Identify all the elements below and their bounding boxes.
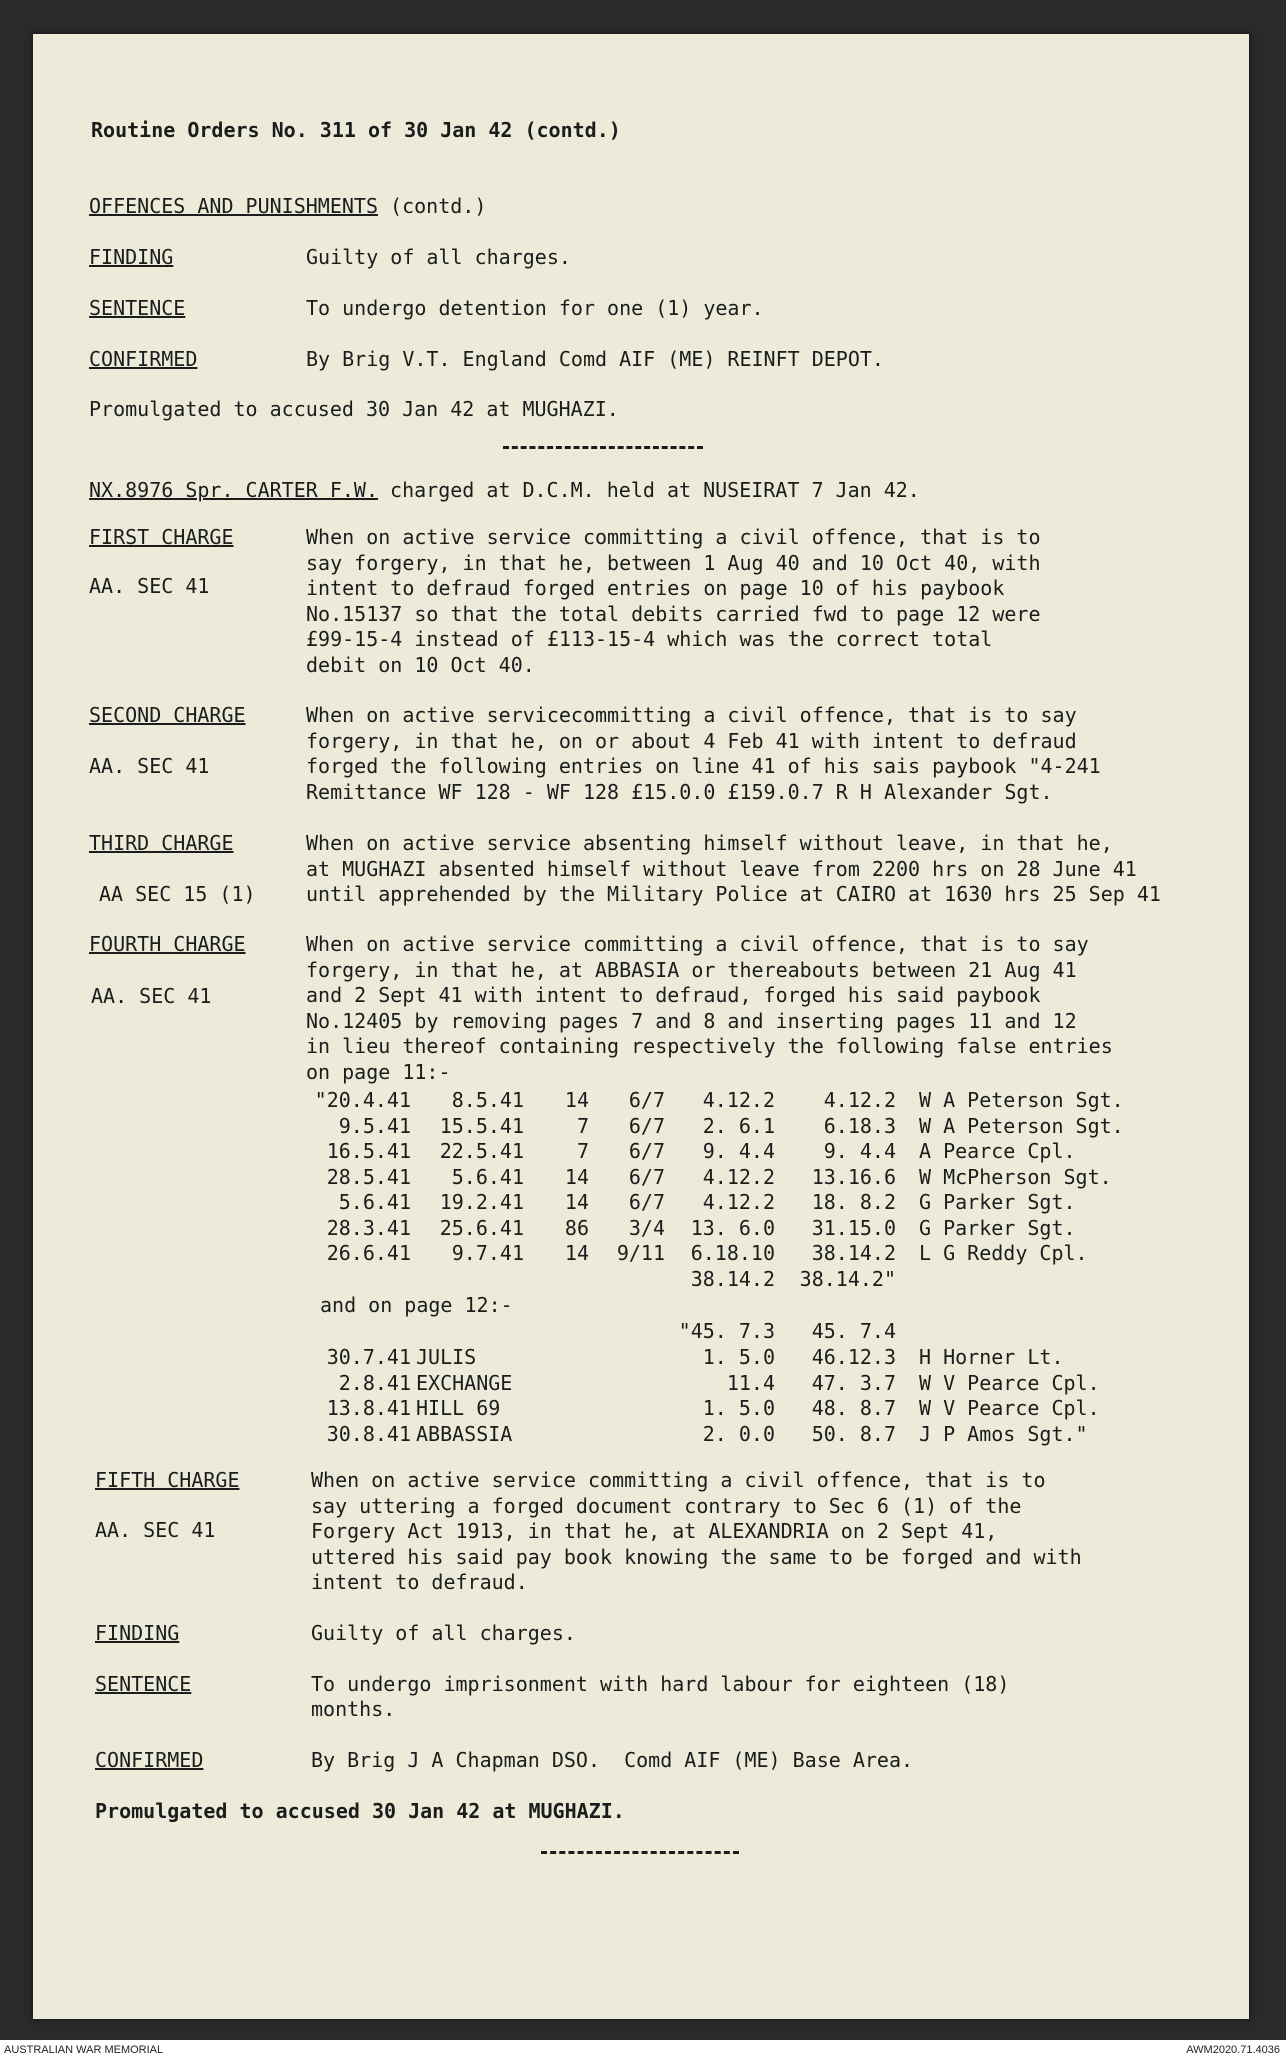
section-heading — [89, 194, 486, 218]
table-cell-d1: 28.5.41 — [326, 1164, 411, 1189]
footer-left: AUSTRALIAN WAR MEMORIAL — [4, 2044, 164, 2056]
charge-text-line: uttered his said pay book knowing the same to be forged and with — [311, 1544, 1082, 1569]
table12-amount: 2. 0.0 — [702, 1421, 775, 1446]
table-cell-d2: 15.5.41 — [439, 1113, 524, 1138]
table12-amount: 1. 5.0 — [702, 1396, 775, 1420]
table12-date: 13.8.41 — [326, 1396, 411, 1420]
table12-signature: J P Amos Sgt." — [919, 1421, 1088, 1446]
table-cell-d1: 26.6.41 — [326, 1241, 411, 1265]
table-cell-d2: 25.6.41 — [439, 1215, 524, 1240]
charge-text-line: intent to defraud forged entries on page 10 of his paybook — [306, 576, 1005, 600]
table12-signature: W V Pearce Cpl. — [919, 1370, 1100, 1395]
separator-rule-end — [541, 1851, 739, 1854]
charge-text-line: When on active servicecommitting a civil offence, that is to say — [306, 703, 1077, 727]
finding-label-2: FINDING — [95, 1621, 180, 1645]
accused-line — [89, 478, 920, 502]
charge-label: FIRST CHARGE — [89, 525, 234, 549]
table-cell-f: 6/7 — [628, 1164, 665, 1189]
table-cell-n: 7 — [576, 1139, 589, 1163]
separator-rule — [503, 446, 703, 449]
table-cell-signature: A Pearce Cpl. — [919, 1139, 1076, 1163]
charge-text-line: forgery, in that he, at ABBASIA or thereabouts between 21 Aug 41 — [306, 957, 1077, 982]
table-cell-d2: 22.5.41 — [439, 1139, 524, 1163]
confirmed-label-2: CONFIRMED — [95, 1748, 204, 1772]
table12-date: 2.8.41 — [338, 1370, 411, 1395]
archive-footer — [0, 2040, 1286, 2061]
table-cell-n: 14 — [564, 1241, 589, 1265]
table-cell-b: 31.15.0 — [811, 1215, 896, 1240]
charge-section: AA. SEC 41 — [89, 754, 210, 778]
charge-section: AA SEC 15 (1) — [99, 882, 256, 906]
charge-text-line: on page 11:- — [306, 1059, 451, 1084]
accused-name: NX.8976 Spr. CARTER F.W. — [89, 478, 378, 502]
footer-right: AWM2020.71.4036 — [1186, 2044, 1280, 2056]
table-cell-b: 38.14.2 — [811, 1241, 896, 1265]
table-cell-n: 7 — [576, 1113, 589, 1138]
charge-text-line: No.12405 by removing pages 7 and 8 and inserting pages 11 and 12 — [306, 1008, 1077, 1033]
charge-text-line: in lieu thereof containing respectively the following false entries — [306, 1034, 1113, 1058]
charge-text-line: When on active service absenting himself without leave, in that he, — [306, 831, 1113, 855]
table-cell-b: 6.18.3 — [823, 1113, 896, 1138]
document-title: Routine Orders No. 311 of 30 Jan 42 (contd.) — [91, 118, 621, 142]
table-cell-f: 9/11 — [616, 1241, 665, 1265]
table-cell-signature: W McPherson Sgt. — [919, 1164, 1112, 1189]
charge-text-line: until apprehended by the Military Police at CAIRO at 1630 hrs 25 Sep 41 — [306, 882, 1161, 906]
document-page — [33, 34, 1249, 2019]
sentence-text: To undergo detention for one (1) year. — [306, 296, 764, 320]
charge-label: FOURTH CHARGE — [89, 932, 246, 956]
table-cell-a: 2. 6.1 — [702, 1113, 775, 1138]
table-cell-a: 4.12.2 — [702, 1088, 775, 1112]
table12-description: HILL 69 — [416, 1396, 501, 1420]
table-cell-b: 9. 4.4 — [823, 1139, 896, 1163]
charge-text-line: forgery, in that he, on or about 4 Feb 41 with intent to defraud — [306, 728, 1077, 753]
confirmed-text: By Brig V.T. England Comd AIF (ME) REINFT DEPOT. — [306, 347, 884, 371]
table12-balance: 48. 8.7 — [811, 1396, 896, 1420]
charged-at-text: charged at D.C.M. held at NUSEIRAT 7 Jan 42. — [377, 478, 920, 502]
table12-balance: 46.12.3 — [811, 1345, 896, 1369]
table-cell-n: 14 — [564, 1190, 589, 1214]
charge-section: AA. SEC 41 — [91, 984, 212, 1008]
promulgated-text: Promulgated to accused 30 Jan 42 at MUGHAZI. — [89, 397, 619, 421]
table12-balance: 47. 3.7 — [811, 1370, 896, 1395]
page12-intro: and on page 12:- — [320, 1293, 513, 1317]
table12-signature: H Horner Lt. — [919, 1345, 1064, 1369]
table-cell-d1: "20.4.41 — [314, 1088, 411, 1112]
table-cell-f: 6/7 — [628, 1190, 665, 1214]
charge-text-line: forged the following entries on line 41 of his sais paybook "4-241 — [306, 754, 1101, 778]
table12-amount: 1. 5.0 — [702, 1345, 775, 1369]
table12-opening-b: 45. 7.4 — [811, 1319, 896, 1343]
confirmed-label: CONFIRMED — [89, 347, 198, 371]
table-cell-d1: 5.6.41 — [338, 1190, 411, 1214]
table-cell-f: 6/7 — [628, 1139, 665, 1163]
table12-description: ABBASSIA — [416, 1421, 513, 1446]
charge-text-line: £99-15-4 instead of £113-15-4 which was the correct total — [306, 627, 993, 651]
table-cell-a: 6.18.10 — [690, 1241, 775, 1265]
charge-text-line: intent to defraud. — [311, 1570, 528, 1594]
table-cell-d2: 5.6.41 — [451, 1164, 524, 1189]
table-cell-signature: G Parker Sgt. — [919, 1215, 1076, 1240]
table-cell-d1: 28.3.41 — [326, 1215, 411, 1240]
table-cell-signature: L G Reddy Cpl. — [919, 1241, 1088, 1265]
finding-text: Guilty of all charges. — [306, 245, 571, 269]
table-cell-signature: W A Peterson Sgt. — [919, 1113, 1124, 1138]
section-heading-text: OFFENCES AND PUNISHMENTS — [89, 194, 378, 218]
charge-text-line: and 2 Sept 41 with intent to defraud, forged his said paybook — [306, 983, 1041, 1007]
charge-text-line: debit on 10 Oct 40. — [306, 652, 535, 677]
charge-text-line: When on active service committing a civil offence, that is to — [311, 1468, 1046, 1492]
table-cell-n: 86 — [564, 1215, 589, 1240]
table-cell-n: 14 — [564, 1164, 589, 1189]
charge-text-line: Remittance WF 128 - WF 128 £15.0.0 £159.0.7 R H Alexander Sgt. — [306, 779, 1053, 804]
table-cell-f: 3/4 — [628, 1215, 665, 1240]
table12-opening-a: "45. 7.3 — [678, 1319, 775, 1343]
table-cell-n: 14 — [564, 1088, 589, 1112]
finding-text-2: Guilty of all charges. — [311, 1621, 576, 1645]
table-cell-d2: 9.7.41 — [451, 1241, 524, 1265]
table-cell-a: 4.12.2 — [702, 1190, 775, 1214]
table-cell-b: 4.12.2 — [823, 1088, 896, 1112]
table-cell-f: 6/7 — [628, 1088, 665, 1112]
table-cell-f: 6/7 — [628, 1113, 665, 1138]
charge-text-line: say forgery, in that he, between 1 Aug 40 and 10 Oct 40, with — [306, 550, 1041, 575]
charge-label: FIFTH CHARGE — [95, 1468, 240, 1492]
charge-text-line: When on active service committing a civil offence, that is to say — [306, 932, 1089, 956]
charge-text-line: at MUGHAZI absented himself without leave from 2200 hrs on 28 June 41 — [306, 856, 1137, 881]
table-cell-signature: G Parker Sgt. — [919, 1190, 1076, 1214]
table-cell-a: 4.12.2 — [702, 1164, 775, 1189]
charge-section: AA. SEC 41 — [89, 574, 210, 598]
table12-balance: 50. 8.7 — [811, 1421, 896, 1446]
sentence-label: SENTENCE — [89, 296, 186, 320]
table-total-b: 38.14.2" — [799, 1266, 896, 1291]
section-heading-suffix: (contd.) — [377, 194, 487, 218]
charge-text-line: When on active service committing a civil offence, that is to — [306, 525, 1041, 549]
table-cell-a: 13. 6.0 — [690, 1215, 775, 1240]
charge-text-line: Forgery Act 1913, in that he, at ALEXANDRIA on 2 Sept 41, — [311, 1519, 998, 1543]
table-cell-d1: 9.5.41 — [338, 1113, 411, 1138]
table-cell-b: 13.16.6 — [811, 1164, 896, 1189]
table12-amount: 11.4 — [726, 1370, 775, 1395]
sentence-line-2: months. — [311, 1697, 396, 1721]
table12-description: JULIS — [416, 1345, 477, 1369]
table12-signature: W V Pearce Cpl. — [919, 1396, 1100, 1420]
charge-label: SECOND CHARGE — [89, 703, 246, 727]
finding-label: FINDING — [89, 245, 174, 269]
charge-section: AA. SEC 41 — [95, 1518, 216, 1542]
promulgated-text-2: Promulgated to accused 30 Jan 42 at MUGHAZI. — [95, 1799, 625, 1823]
confirmed-text-2: By Brig J A Chapman DSO. Comd AIF (ME) Base Area. — [311, 1748, 914, 1772]
table12-date: 30.7.41 — [326, 1345, 411, 1369]
table-cell-d2: 8.5.41 — [451, 1088, 524, 1112]
table-cell-a: 9. 4.4 — [702, 1139, 775, 1163]
table-cell-d2: 19.2.41 — [439, 1190, 524, 1214]
table-cell-signature: W A Peterson Sgt. — [919, 1088, 1124, 1112]
table-cell-d1: 16.5.41 — [326, 1139, 411, 1163]
sentence-line-1: To undergo imprisonment with hard labour for eighteen (18) — [311, 1672, 1010, 1696]
table12-date: 30.8.41 — [326, 1421, 411, 1446]
table12-description: EXCHANGE — [416, 1370, 513, 1395]
charge-text-line: say uttering a forged document contrary to Sec 6 (1) of the — [311, 1493, 1022, 1518]
table-total-a: 38.14.2 — [690, 1266, 775, 1291]
table-cell-b: 18. 8.2 — [811, 1190, 896, 1214]
charge-label: THIRD CHARGE — [89, 831, 234, 855]
sentence-label-2: SENTENCE — [95, 1672, 192, 1696]
charge-text-line: No.15137 so that the total debits carried fwd to page 12 were — [306, 601, 1041, 626]
